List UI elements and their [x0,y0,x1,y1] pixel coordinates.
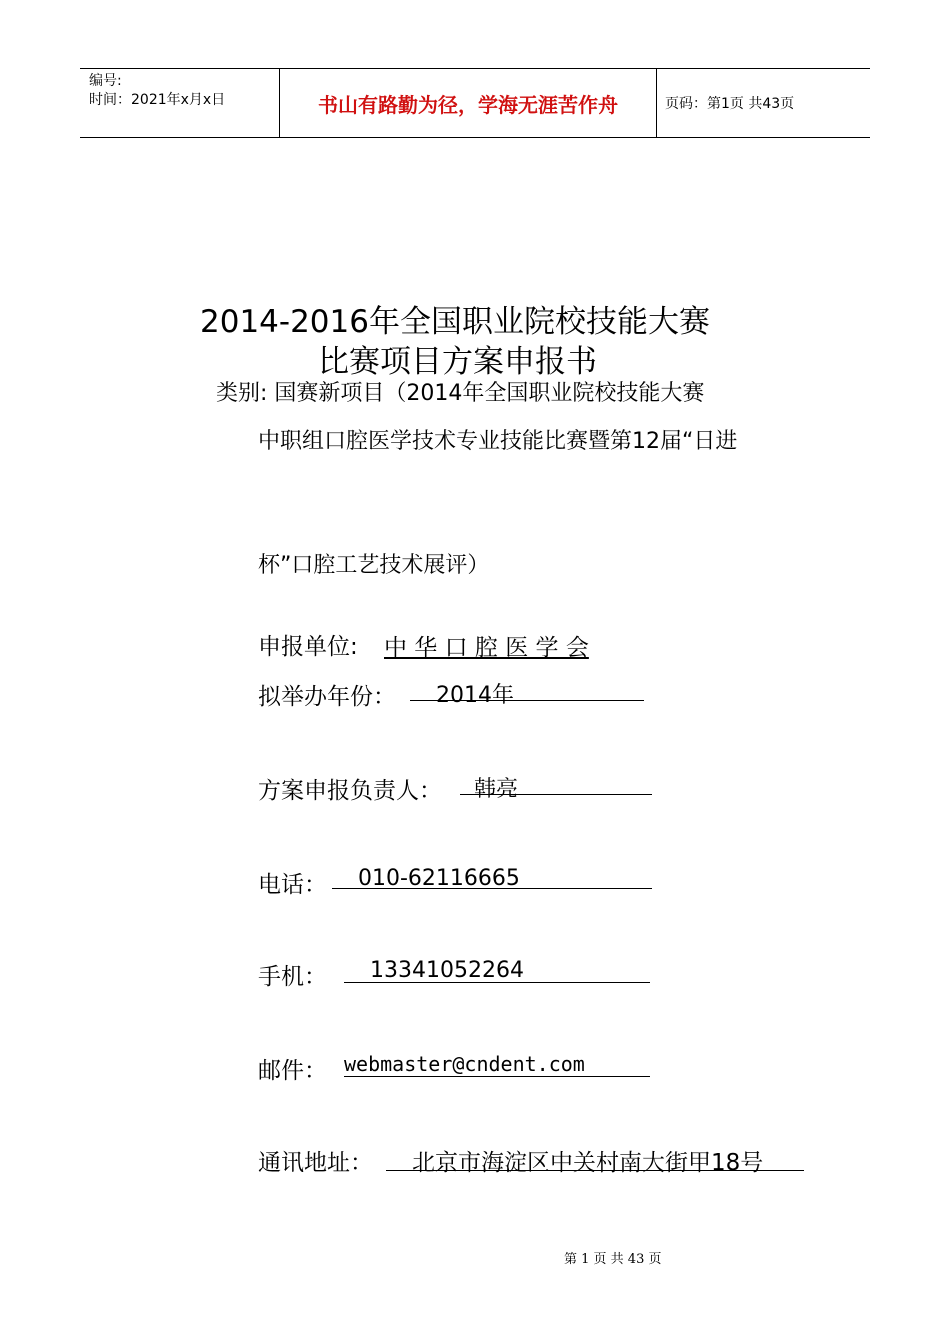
time-label: 时间：2021年x月x日 [89,92,226,108]
phone-value: 010-62116665 [358,866,520,891]
category-line-2: 中职组口腔医学技术专业技能比赛暨第12届“日进 [258,429,738,454]
header-table [80,68,870,138]
title-line-2: 比赛项目方案申报书 [318,344,597,380]
year-value: 2014年 [436,683,514,708]
phone-label: 电话： [258,872,327,898]
header-motto: 书山有路勤为径，学海无涯苦作舟 [280,69,657,137]
year-label: 拟举办年份： [258,684,396,710]
person-value: 韩亮 [474,777,519,802]
email-label: 邮件： [258,1058,327,1084]
unit-value: 中 华 口 腔 医 学 会 [384,635,589,661]
email-value: webmaster@cndent.com [344,1052,585,1076]
mobile-value: 13341052264 [370,958,524,983]
person-label: 方案申报负责人： [258,778,442,804]
category-line-3: 杯”口腔工艺技术展评） [258,553,490,578]
address-value: 北京市海淀区中关村南大街甲18号 [412,1150,764,1176]
footer-page-number: 第 1 页 共 43 页 [564,1252,662,1267]
unit-label: 申报单位: [258,634,358,660]
category-line-1: 类别: 国赛新项目（2014年全国职业院校技能大赛 [216,381,705,406]
header-meta [80,69,280,137]
header-page-info: 页码：第1页 共43页 [665,96,795,112]
title-line-1: 2014-2016年全国职业院校技能大赛 [200,304,710,340]
address-label: 通讯地址： [258,1150,373,1176]
number-label: 编号: [89,73,122,89]
mobile-label: 手机： [258,964,327,990]
